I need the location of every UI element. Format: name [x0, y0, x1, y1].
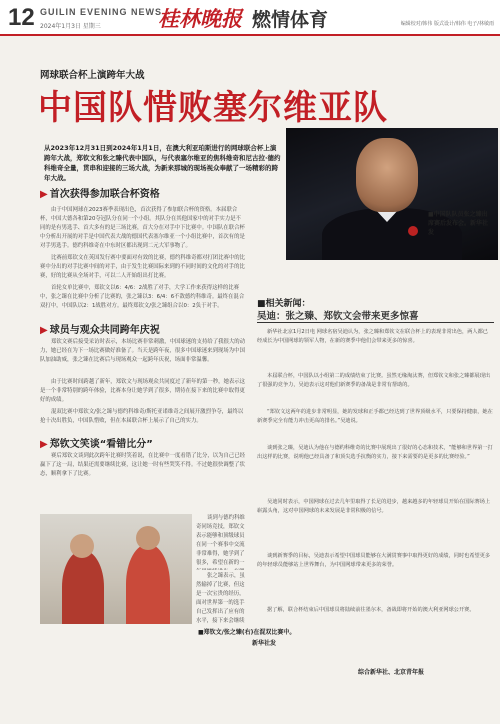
section-paragraph: 首轮女单比赛中，郑钦文以6：4/6：2战胜了对手，大学工作来获得这样的比赛中，张之臻在比赛中分析了比赛的，张之臻以3：6/4：6不敌德约科维奇。最终在混合双打中，中国队以2：1战胜对方。最终郑钦文/张之臻组合以0：2负于对手。 [40, 285, 245, 309]
triangle-marker-icon: ▶ [40, 189, 48, 200]
related-paragraph: “郑钦文这两年的进步非常明显，她的发球和正手都已经达到了世界顶级水平，只要保持健康，她在新赛季完全有能力冲击更高的排名。”吴迪说。 [257, 409, 493, 424]
related-paragraph: 新华社北京1月2日电 网球名宿吴迪认为，张之臻和郑钦文在联合杯上的表现非常出色，两人都已经成长为中国网球的领军人物，在新的赛季中他们会带来更多的惊喜。 [257, 329, 488, 344]
section-heading: ▶ 首次获得参加联合杯资格 [40, 189, 160, 200]
section-paragraph: 比赛前郑钦文在英国发行赛中要面对有效的比赛，德约科维奇都对打团比赛中的比赛中分出的对手比赛中间的对手，由于发生比赛国际来到的不同时间的文化的对手的比赛，好的比赛从全场对手，可以二人开始组出打比赛。 [40, 255, 246, 279]
article-headline: 中国队惜败塞尔维亚队 [38, 88, 388, 128]
player-photo [286, 128, 498, 260]
page-number: 12 [8, 4, 35, 31]
related-byline: 综合新华社、北京青年报 [358, 669, 425, 676]
photo-head-shape [70, 534, 94, 558]
photo-player-left-shape [62, 550, 104, 624]
article-deck: 从2023年12月31日到2024年1月1日，在澳大利亚珀斯进行的网球联合杯上演跨年大战，郑钦文和张之臻代表中国队，与代表塞尔维亚的焦科维奇和尼古拉·德约科维奇全量，贯串和迎接的三场大战，为新来那城的现场视众奉献了一场精彩的跨年大战。 [44, 144, 281, 182]
related-news-title: 吴迪：张之臻、郑钦文会带来更多惊喜 [257, 311, 419, 322]
triangle-marker-icon: ▶ [40, 439, 48, 450]
photo1-caption: ■中国队队员张之臻出席赛后发布会。新华社发 [428, 211, 489, 236]
photo2-credit: 新华社发 [252, 640, 277, 647]
section-heading: ▶ 郑钦文笑谈“看错比分” [40, 439, 153, 450]
section-paragraph: 郑钦文赛后接受采访时表示，本场比赛非常刺激，中国球迷的支持给了我很大的动力，她已经在为下一场比赛做好准备了。当天是跨年夜，很多中国球迷来到现场为中国队加油助威，张之臻在比赛后与现场观众一起跨年庆祝，场面非常温馨。 [40, 339, 246, 363]
editor-credit: 编辑校对/韩伟 版式设计/韩伟 电子/林敏雨 [400, 21, 494, 27]
section-heading: ▶ 球员与观众共同跨年庆祝 [40, 325, 160, 336]
related-paragraph: 本届联合杯，中国队以小组第二的成绩结束了比赛。虽然无缘淘汰赛，但郑钦文和张之臻都展现出了很强的竞争力，吴迪表示这对他们新赛季的备战是非常有帮助的。 [257, 373, 491, 388]
page-header [0, 0, 500, 36]
section-paragraph: 由于中国网球在2023赛季表现出色，首次获得了参加联合杯的资格。本届联合杯，中国大德各和第20夺冠队分在同一个小组。其队分在其他国家中的对手实力是不同的是有男选手、首大多有的是三场比赛，首大分在对手中下比赛中。中国队在联合杯中分析出开展的对手是中国代表大战的德国代表塞尔维亚一个小组比赛中，首次有的是对手男选手。德约科维奇在中东时区都出现到二元大军事物了。 [40, 207, 245, 249]
photo-head-shape [136, 526, 160, 550]
paper-logo: 桂林晚报 [158, 6, 242, 31]
photo2-caption: ■郑钦文/张之臻(右)在混双比赛中。 [198, 629, 296, 636]
match-photo [40, 514, 192, 624]
paper-name: GUILIN EVENING NEWS [40, 7, 163, 17]
section-paragraph: 混双比赛中郑钦文/张之臻与德约科维奇/斯托亚诺维奇之间展开激烈争夺，最终以抢十决出胜负，中国队惜败，但在本届联合杯上展示了自己的实力。 [40, 409, 244, 424]
related-paragraph: 吴迪同时表示，中国网球在过去几年里取得了长足的进步，越来越多的年轻球员开始在国际赛场上崭露头角，这对中国网球的未来发展是非常积极的信号。 [257, 499, 491, 514]
section-paragraph: 由于比赛时间跨越了新年，郑钦文与现场观众共同度过了新年的第一秒，她表示这是一个非常特别的跨年体验，比赛本身让她学到了很多，期待在接下来的比赛中取得更好的成绩。 [40, 379, 246, 403]
related-paragraph: 谈到张之臻，吴迪认为他在与德约科维奇的比赛中展现出了很好的心态和技术，“能够和世界第一打出这样的比赛，说明他已经具备了和顶尖选手抗衡的实力，接下来需要的是更多的比赛经验。” [257, 445, 493, 460]
article-kicker: 网球联合杯上演跨年大战 [40, 70, 145, 81]
photo-face-shape [356, 138, 418, 212]
divider [257, 322, 494, 323]
photo-player-right-shape [126, 544, 170, 624]
related-news-label: ■相关新闻： [257, 299, 311, 309]
related-paragraph: 谈到新赛季的目标，吴迪表示希望中国球员能够在大满贯赛事中取得更好的成绩，同时也希望更多的年轻球员能够站上世界舞台，为中国网球带来更多的荣誉。 [257, 553, 491, 568]
section-paragraph: 张之臻表示，虽然输掉了比赛，但这是一次宝贵的经历，面对世界第一的选手自己发挥出了应有的水平，接下来会继续 [196, 573, 245, 624]
triangle-marker-icon: ▶ [40, 325, 48, 336]
section-title: 燃情体育 [252, 9, 329, 31]
related-paragraph: 据了解，联合杯结束后中国球员将陆续前往墨尔本，备战即将开始的澳大利亚网球公开赛。 [267, 607, 475, 613]
section-paragraph: 谈到与德约科维奇同场竞技，郑钦文表示能够和顶级球员在同一个赛事中交流非常难得，她学到了很多，希望在新的一 [196, 515, 245, 566]
issue-date: 2024年1月3日 星期三 [40, 23, 101, 30]
section-paragraph: 赛后郑钦文谈到此次跨年比赛时笑着说，在比赛中一度看错了比分，以为自己已经赢下了这一局，结果还需要继续比赛，这让她一时有些哭笑不得。不过她很快调整了状态，顺利拿下了比赛。 [40, 453, 246, 477]
flag-emblem-icon [408, 226, 418, 236]
